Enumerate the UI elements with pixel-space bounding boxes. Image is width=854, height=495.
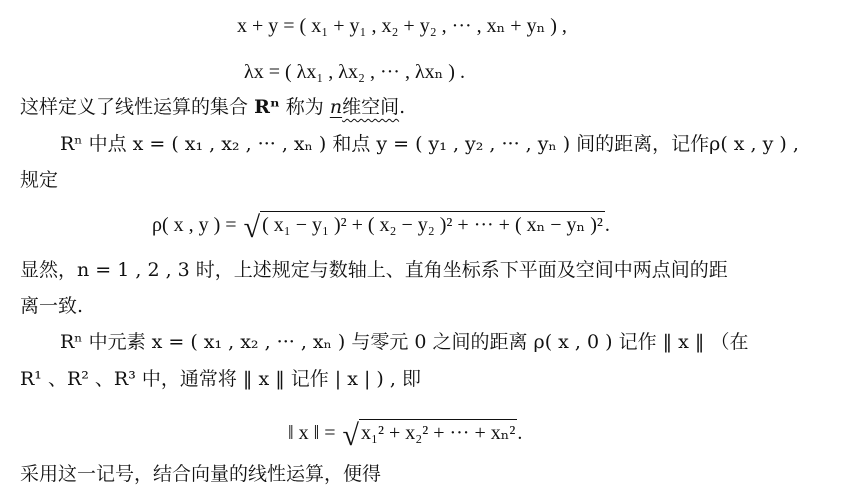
norm-lhs: ‖ x ‖ =	[288, 422, 336, 444]
formula-vector-sum: x + y = ( x₁ + y₁ , x₂ + y₂ , ··· , xₙ + yₙ ) ,	[237, 15, 567, 37]
term-dimensional-space: 维空间	[342, 96, 400, 118]
formula-distance	[152, 210, 610, 244]
definition-end: .	[399, 96, 406, 118]
paragraph-distance-line1: Rⁿ 中点 x = ( x₁ , x₂ , ··· , xₙ ) 和点 y = ( y₁ , y₂ , ··· , yₙ ) 间的距离，记作ρ( x , y ) ,	[60, 133, 799, 155]
called-text: 称为	[285, 96, 324, 118]
definition-text: 这样定义了线性运算的集合	[20, 96, 249, 118]
paragraph-obvious-line2: 离一致.	[20, 295, 84, 317]
sqrt-sign: √ ( x₁ − y₁ )² + ( x₂ − y₂ )² + ··· + ( xₙ − yₙ )²	[243, 211, 603, 244]
paragraph-distance-line2: 规定	[20, 169, 59, 191]
norm-end: .	[517, 422, 523, 444]
formula-norm	[288, 418, 523, 452]
sqrt-sign-norm: √ x₁² + x₂² + ··· + xₙ²	[342, 419, 516, 452]
distance-lhs: ρ( x , y ) =	[152, 214, 237, 236]
term-n: n	[329, 96, 343, 118]
paragraph-norm-line1: Rⁿ 中元素 x = ( x₁ , x₂ , ··· , xₙ ) 与零元 0 之间的距离 ρ( x , 0 ) 记作 ‖ x ‖ （在	[60, 331, 749, 353]
paragraph-definition	[20, 95, 405, 119]
formula-scalar-multiply: λx = ( λx₁ , λx₂ , ··· , λxₙ ) .	[244, 61, 465, 83]
rn-symbol: Rⁿ	[254, 96, 280, 118]
distance-end: .	[604, 214, 610, 236]
paragraph-norm-line2: R¹ 、R² 、R³ 中，通常将 ‖ x ‖ 记作 | x | ) , 即	[20, 368, 421, 390]
distance-radicand: ( x₁ − y₁ )² + ( x₂ − y₂ )² + ··· + ( xₙ − yₙ )²	[260, 211, 605, 236]
norm-radicand: x₁² + x₂² + ··· + xₙ²	[359, 419, 517, 444]
paragraph-notation: 采用这一记号，结合向量的线性运算，便得	[20, 463, 382, 485]
paragraph-obvious-line1: 显然，n = 1 , 2 , 3 时，上述规定与数轴上、直角坐标系下平面及空间中两点间的距	[20, 259, 728, 281]
